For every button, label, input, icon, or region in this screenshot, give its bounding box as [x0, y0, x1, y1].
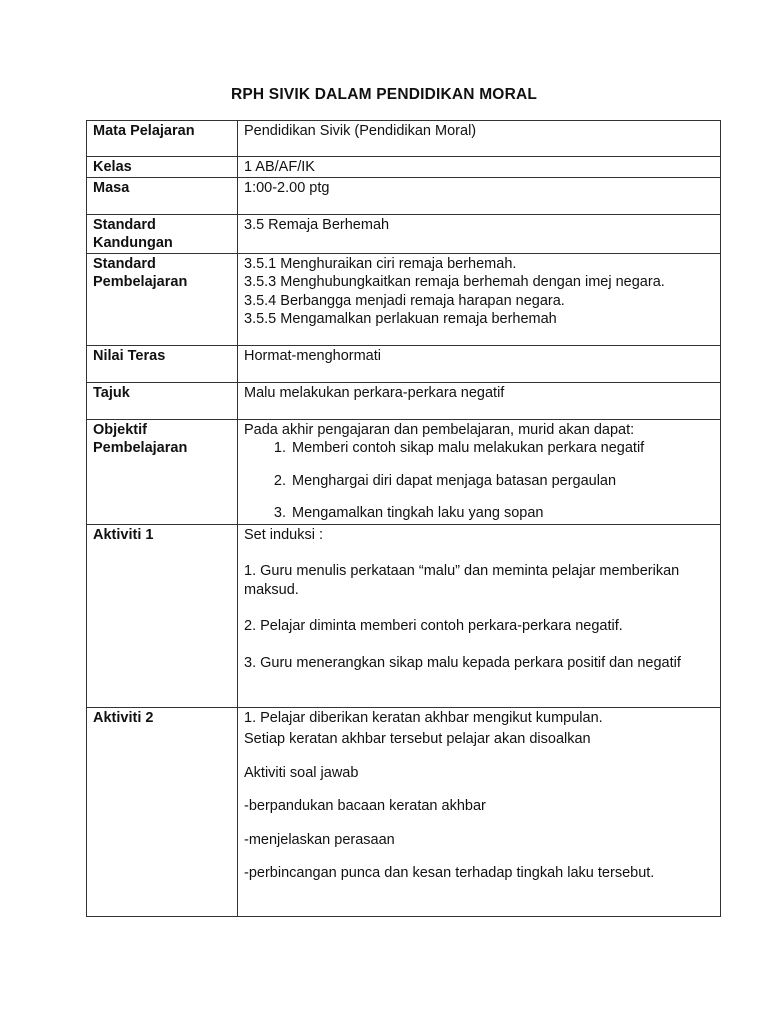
label-aktiviti-2: Aktiviti 2 — [87, 707, 238, 916]
aktiviti-2-item: -perbincangan punca dan kesan terhadap tingkah laku tersebut. — [244, 865, 655, 881]
aktiviti-2-item: Setiap keratan akhbar tersebut pelajar akan disoalkan — [244, 731, 591, 747]
label-kelas: Kelas — [87, 157, 238, 178]
row-aktiviti-2 — [87, 707, 721, 916]
lesson-plan-table — [86, 120, 721, 917]
value-nilai-teras: Hormat-menghormati — [238, 345, 721, 382]
value-aktiviti-1 — [238, 524, 721, 707]
value-objektif-pembelajaran — [238, 419, 721, 524]
row-masa — [87, 177, 721, 214]
aktiviti-1-item: 2. Pelajar diminta memberi contoh perkara-perkara negatif. — [244, 618, 623, 634]
standard-pembelajaran-item: 3.5.3 Menghubungkaitkan remaja berhemah dengan imej negara. — [244, 274, 665, 290]
row-objektif-pembelajaran — [87, 419, 721, 524]
aktiviti-2-item: Aktiviti soal jawab — [244, 764, 359, 781]
row-mata-pelajaran — [87, 121, 721, 157]
label-objektif-pembelajaran: Objektif Pembelajaran — [87, 419, 238, 524]
aktiviti-1-heading: Set induksi : — [244, 526, 323, 543]
row-standard-pembelajaran — [87, 253, 721, 345]
aktiviti-2-item: 1. Pelajar diberikan keratan akhbar mengikut kumpulan. — [244, 709, 603, 726]
row-kelas — [87, 157, 721, 178]
label-aktiviti-1: Aktiviti 1 — [87, 524, 238, 707]
objektif-item: 3. Mengamalkan tingkah laku yang sopan — [290, 504, 714, 523]
objektif-item: 1. Memberi contoh sikap malu melakukan perkara negatif — [290, 439, 714, 458]
standard-pembelajaran-item: 3.5.4 Berbangga menjadi remaja harapan negara. — [244, 292, 565, 309]
objektif-intro: Pada akhir pengajaran dan pembelajaran, murid akan dapat: — [244, 421, 635, 438]
objektif-item: 2. Menghargai diri dapat menjaga batasan pergaulan — [290, 472, 714, 491]
document-title: RPH SIVIK DALAM PENDIDIKAN MORAL — [230, 86, 538, 103]
value-aktiviti-2 — [238, 707, 721, 916]
row-tajuk — [87, 382, 721, 419]
standard-pembelajaran-item: 3.5.5 Mengamalkan perlakuan remaja berhemah — [244, 311, 557, 327]
label-standard-kandungan: Standard Kandungan — [87, 214, 238, 253]
aktiviti-1-item: 1. Guru menulis perkataan “malu” dan meminta pelajar memberikan maksud. — [244, 563, 680, 598]
label-standard-pembelajaran: Standard Pembelajaran — [87, 253, 238, 345]
aktiviti-2-item: -menjelaskan perasaan — [244, 831, 395, 848]
value-kelas: 1 AB/AF/IK — [238, 157, 721, 178]
value-standard-kandungan: 3.5 Remaja Berhemah — [238, 214, 721, 253]
label-tajuk: Tajuk — [87, 382, 238, 419]
value-standard-pembelajaran — [238, 253, 721, 345]
aktiviti-1-item: 3. Guru menerangkan sikap malu kepada perkara positif dan negatif — [244, 654, 681, 671]
label-masa: Masa — [87, 177, 238, 214]
row-aktiviti-1 — [87, 524, 721, 707]
objektif-list — [244, 439, 714, 523]
label-mata-pelajaran: Mata Pelajaran — [87, 121, 238, 157]
label-nilai-teras: Nilai Teras — [87, 345, 238, 382]
aktiviti-2-item: -berpandukan bacaan keratan akhbar — [244, 798, 486, 814]
value-masa: 1:00-2.00 ptg — [238, 177, 721, 214]
value-tajuk: Malu melakukan perkara-perkara negatif — [238, 382, 721, 419]
value-mata-pelajaran: Pendidikan Sivik (Pendidikan Moral) — [238, 121, 721, 157]
standard-pembelajaran-item: 3.5.1 Menghuraikan ciri remaja berhemah. — [244, 255, 517, 272]
row-standard-kandungan — [87, 214, 721, 253]
row-nilai-teras — [87, 345, 721, 382]
